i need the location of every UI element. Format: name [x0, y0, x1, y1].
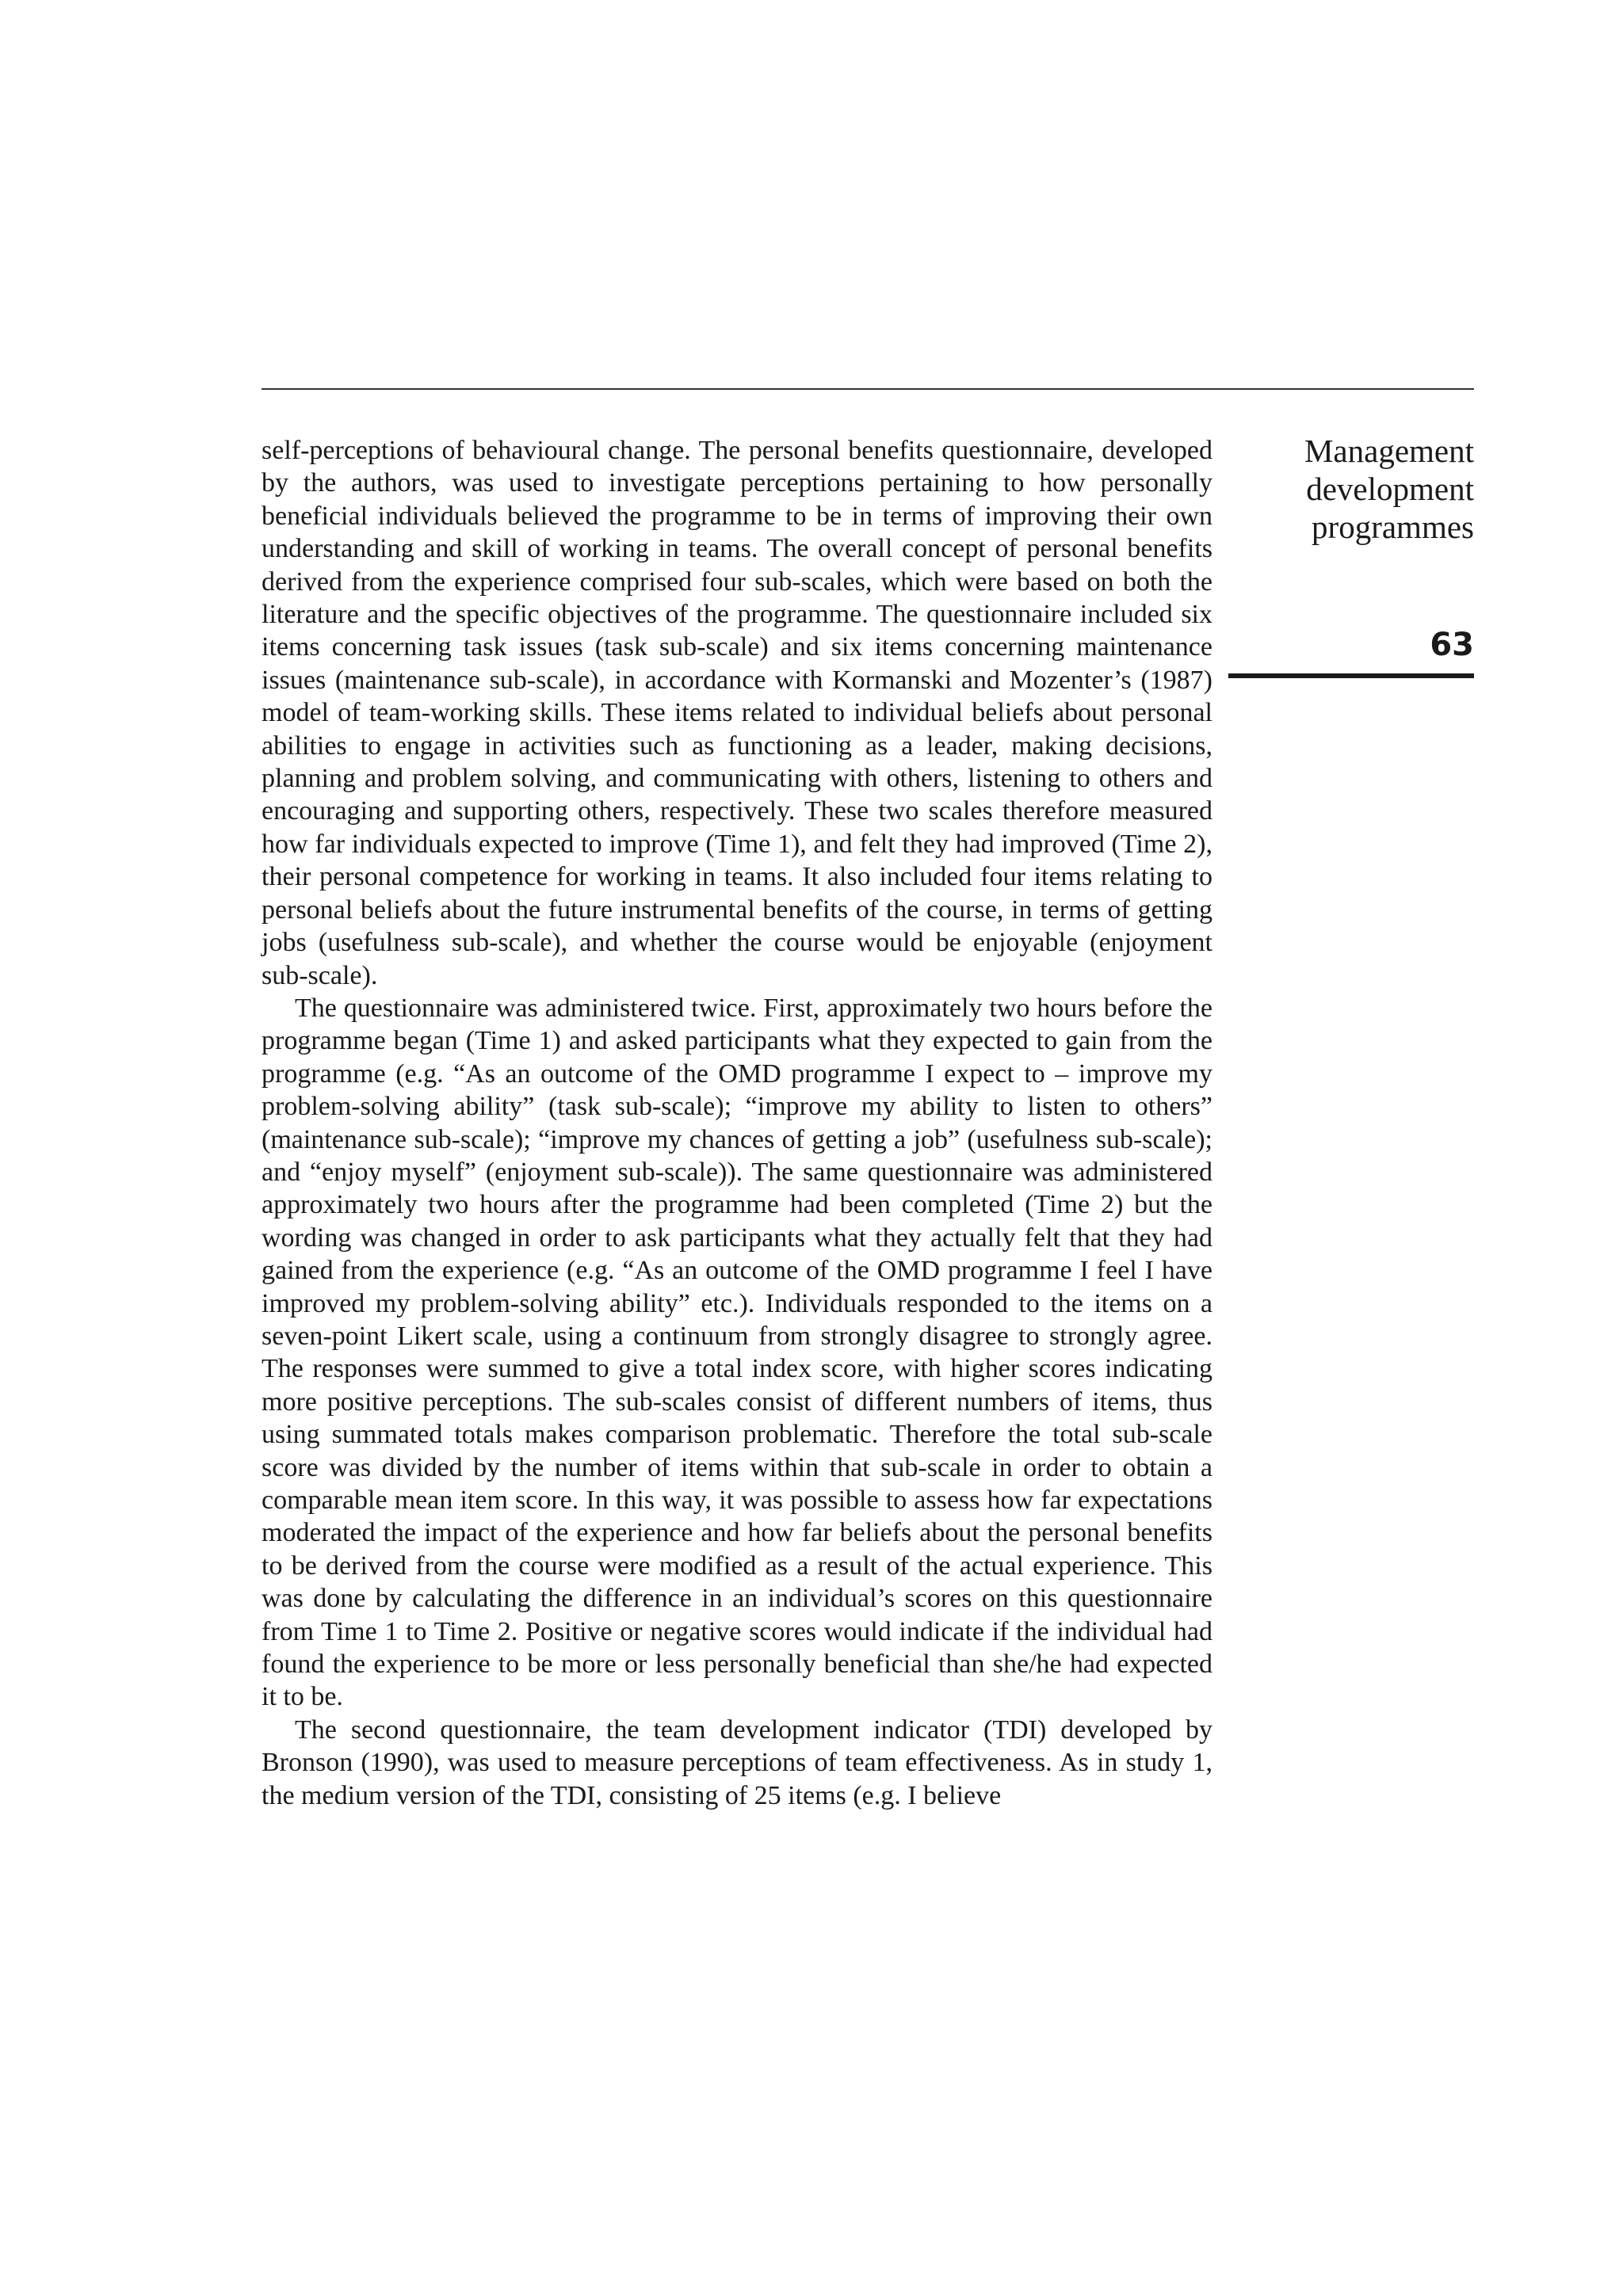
paragraph: The questionnaire was administered twice. First, approximately two hours before the programme began (Time 1) and asked participants what they expected to gain from the programme (e.g. “As an outcome of the OMD programme I expect to – improve my problem-solving ability” (task sub-scale); “improve my ability to listen to others” (maintenance sub-scale); “improve my chances of getting a job” (usefulness sub-scale); and “enjoy myself” (enjoyment sub-scale)). The same questionnaire was administered approximately two hours after the programme had been completed (Time 2) but the wording was changed in order to ask participants what they actually felt that they had gained from the experience (e.g. “As an outcome of the OMD programme I feel I have improved my problem-solving ability” etc.). Individuals responded to the items on a seven-point Likert scale, using a continuum from strongly disagree to strongly agree. The responses were summed to give a total index score, with higher scores indicating more positive perceptions. The sub-scales consist of different numbers of items, thus using summated totals makes comparison problematic. Therefore the total sub-scale score was divided by the number of items within that sub-scale in order to obtain a comparable mean item score. In this way, it was possible to assess how far expectations moderated the impact of the experience and how far beliefs about the personal benefits to be derived from the course were modified as a result of the actual experience. This was done by calculating the difference in an individual’s scores on this questionnaire from Time 1 to Time 2. Positive or negative scores would indicate if the individual had found the experience to be more or less personally beneficial than she/he had expected it to be. — [262, 993, 1212, 1712]
body-text — [262, 434, 1212, 1812]
running-head-line: development — [1306, 471, 1474, 507]
paragraph: self-perceptions of behavioural change. The personal benefits questionnaire, developed by the authors, was used to investigate perceptions pertaining to how personally beneficial individuals believed the programme to be in terms of improving their own understanding and skill of working in teams. The overall concept of personal benefits derived from the experience comprised four sub-scales, which were based on both the literature and the specific objectives of the programme. The questionnaire included six items concerning task issues (task sub-scale) and six items concerning maintenance issues (maintenance sub-scale), in accordance with Kormanski and Mozenter’s (1987) model of team-working skills. These items related to individual beliefs about personal abilities to engage in activities such as functioning as a leader, making decisions, planning and problem solving, and communicating with others, listening to others and encouraging and supporting others, respectively. These two scales therefore measured how far individuals expected to improve (Time 1), and felt they had improved (Time 2), their personal competence for working in teams. It also included four items relating to personal beliefs about the future instrumental benefits of the course, in terms of getting jobs (usefulness sub-scale), and whether the course would be enjoyable (enjoyment sub-scale). — [262, 436, 1212, 990]
page-number: 63 — [1430, 627, 1474, 663]
running-head-line: programmes — [1312, 509, 1474, 545]
page-number-rule — [1228, 673, 1474, 678]
running-head — [1236, 432, 1474, 546]
paragraph: The second questionnaire, the team development indicator (TDI) developed by Bronson (1990), was used to measure perceptions of team effectiveness. As in study 1, the medium version of the TDI, consisting of 25 items (e.g. I believe — [262, 1714, 1212, 1810]
running-head-line: Management — [1304, 433, 1474, 469]
header-rule — [262, 388, 1474, 390]
running-head-text — [1236, 432, 1474, 546]
